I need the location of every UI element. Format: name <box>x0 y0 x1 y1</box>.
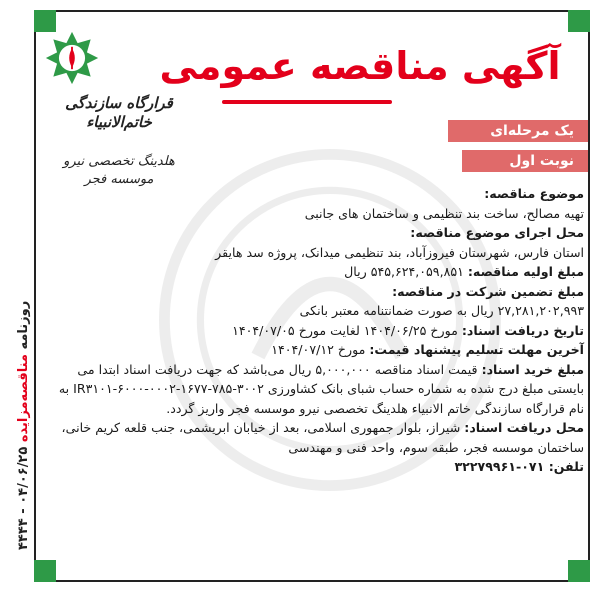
corner-decoration <box>568 560 590 582</box>
notice-title: آگهی مناقصه عمومی <box>159 44 561 88</box>
subject-label: موضوع مناقصه: <box>484 186 584 201</box>
round-tag: نوبت اول <box>462 150 588 172</box>
org-line-4: موسسه فجر <box>84 171 154 187</box>
address-label: محل دریافت اسناد: <box>464 420 584 435</box>
deadline-label: آخرین مهلت تسلیم پیشنهاد قیمت: <box>369 342 584 357</box>
subject-value: تهیه مصالح، ساخت بند تنظیمی و ساختمان های جانبی <box>304 205 584 221</box>
stage-tag: یک مرحله‌ای <box>448 120 588 142</box>
receive-date-value: مورخ ۱۴۰۴/۰۶/۲۵ لغایت مورخ ۱۴۰۴/۰۷/۰۵ <box>232 322 458 338</box>
org-line-1: قرارگاه سازندگی خاتم‌الانبیاء <box>65 94 173 131</box>
phone-value: ۰۷۱-۳۲۲۷۹۹۶۱ <box>454 459 545 474</box>
emblem-icon <box>44 30 100 86</box>
location-value: استان فارس، شهرستان فیروزآباد، بند تنظیمی میدانک، پروژه سد هایقر <box>215 244 584 260</box>
deadline-value: مورخ ۱۴۰۴/۰۷/۱۲ <box>271 342 366 357</box>
corner-decoration <box>34 10 56 32</box>
purchase-label: مبلغ خرید اسناد: <box>481 361 584 377</box>
initial-amount-label: مبلغ اولیه مناقصه: <box>467 264 584 279</box>
notice-body <box>44 184 584 477</box>
address-value: شیراز، بلوار جمهوری اسلامی، بعد از خیابان ابریشمی، جنب قلعه کریم خانی، ساختمان موسسه فجر، طبقه سوم، واحد فنی و مهندسی <box>61 420 584 455</box>
receive-date-label: تاریخ دریافت اسناد: <box>461 322 584 338</box>
guarantee-value: ۲۷,۲۸۱,۲۰۲,۹۹۳ ریال به صورت ضمانتنامه معتبر بانکی <box>299 303 584 318</box>
org-line-3: هلدینگ تخصصی نیرو <box>63 153 175 169</box>
corner-decoration <box>34 560 56 582</box>
corner-decoration <box>568 10 590 32</box>
organization-signature <box>34 94 204 188</box>
side-newspaper: روزنامه <box>16 300 31 350</box>
side-brand: مناقصه‌مزایده <box>16 354 31 443</box>
purchase-value: قیمت اسناد مناقصه ۵,۰۰۰,۰۰۰ ریال می‌باشد که جهت دریافت اسناد ابتدا می بایستی مبلغ درج شده به شماره حساب شبای بانک کشاورزی IR۳۱۰۱-۶۰۰۰-۰۰۰۲-۱۶۷۷-۷۸۵-۳۰۰۲ به نام قرارگاه سازندگی خاتم الانبیاء هلدینگ تخصصی نیرو موسسه فجر واریز گردد. <box>58 361 584 416</box>
phone-label: تلفن: <box>548 459 584 474</box>
title-underline <box>222 100 392 104</box>
side-issue: ۰۴/۰۶/۲۵ - ۴۴۴۴ <box>16 446 31 550</box>
location-label: محل اجرای موضوع مناقصه: <box>410 225 584 240</box>
initial-amount-value: ۵۴۵,۶۲۴,۰۵۹,۸۵۱ ریال <box>344 264 464 279</box>
side-label <box>4 200 31 560</box>
guarantee-label: مبلغ تضمین شرکت در مناقصه: <box>392 283 584 299</box>
side-label-text <box>16 301 31 550</box>
